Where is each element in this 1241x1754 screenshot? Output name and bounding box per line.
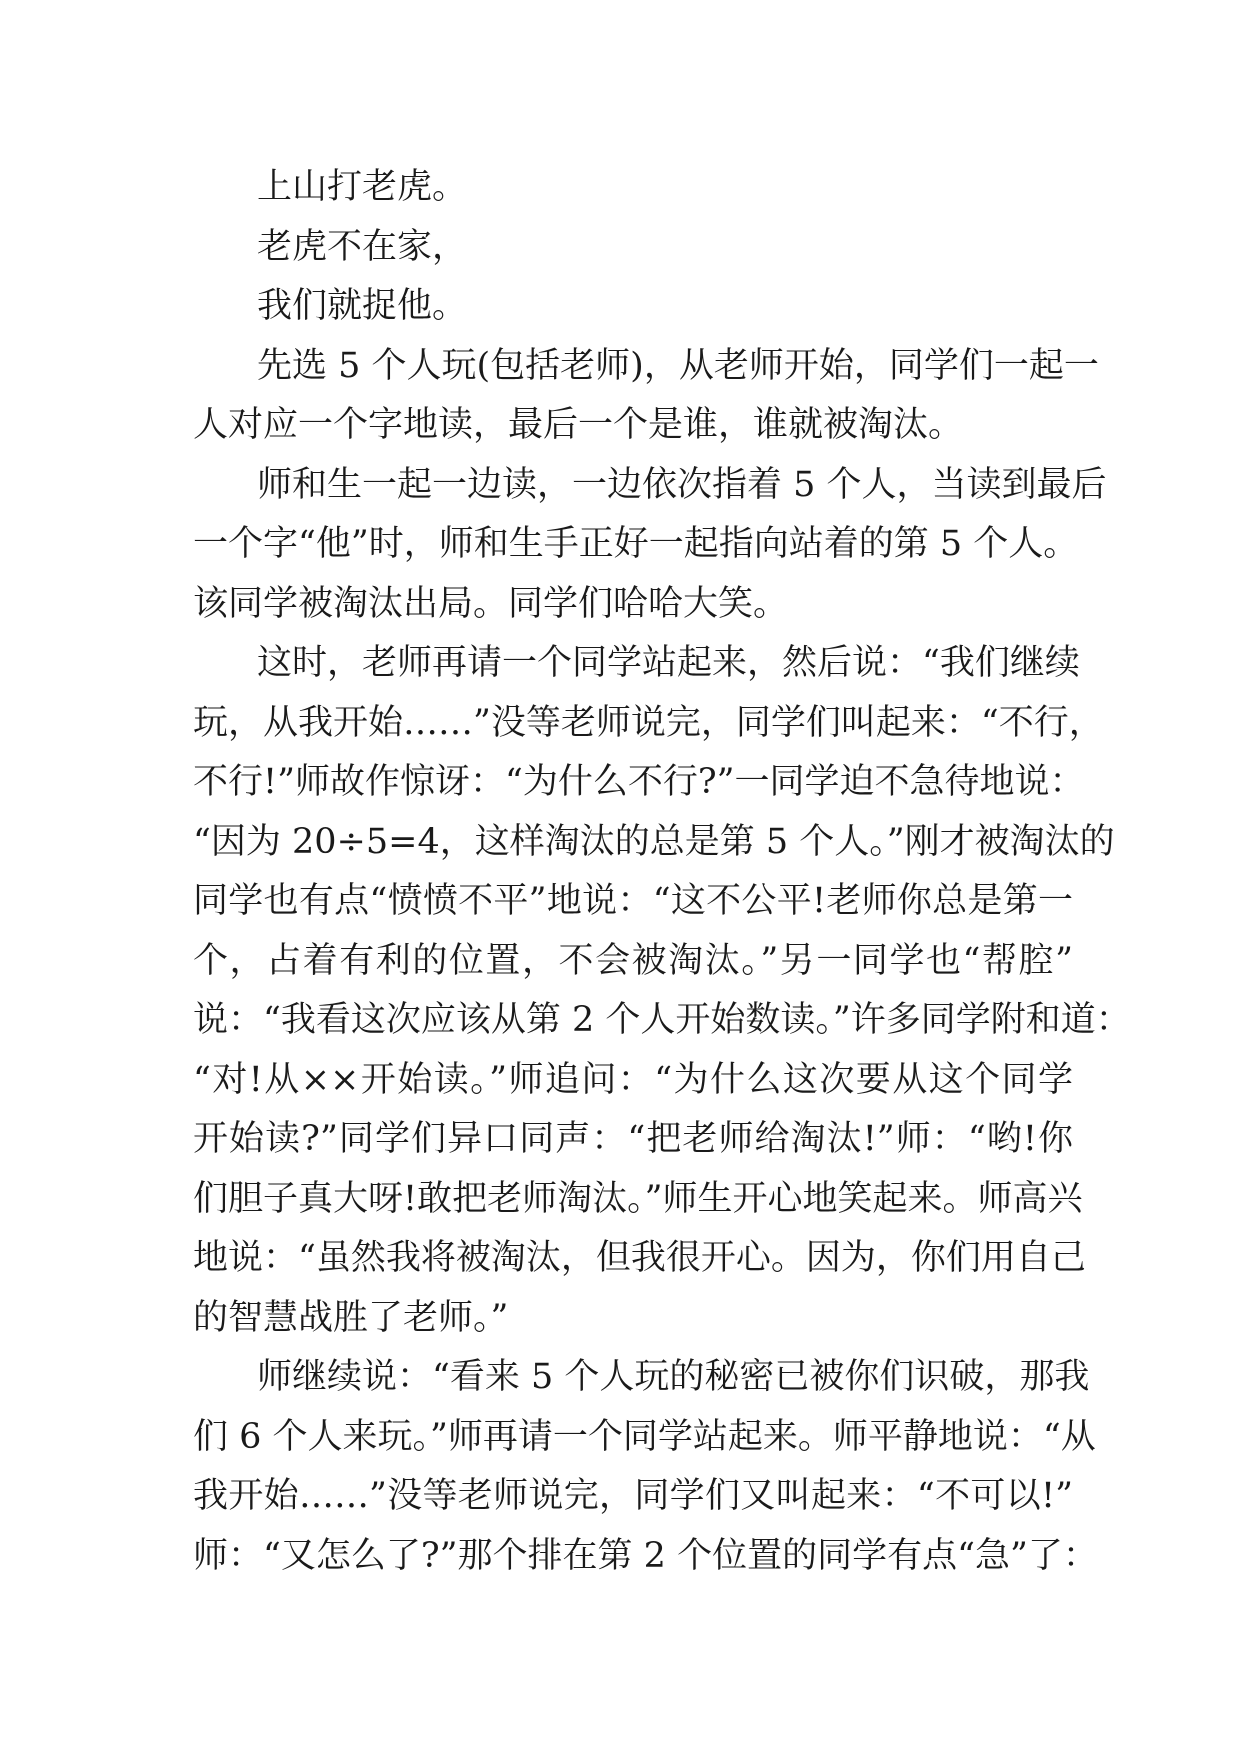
document-body: [193, 158, 1131, 1586]
text-line: 师继续说：“看来 5 个人玩的秘密已被你们识破，那我: [257, 1357, 1090, 1397]
text-line: 地说：“虽然我将被淘汰，但我很开心。因为，你们用自己: [193, 1238, 1086, 1278]
text-line: “因为 20÷5=4，这样淘汰的总是第 5 个人。”刚才被淘汰的: [193, 821, 1115, 862]
text-line: 该同学被淘汰出局。同学们哈哈大笑。: [193, 583, 789, 624]
text-line: 上山打老虎。: [257, 167, 468, 207]
text-line: 个，占着有利的位置，不会被淘汰。”另一同学也“帮腔”: [193, 940, 1073, 981]
text-line: 玩，从我开始……”没等老师说完，同学们叫起来：“不行，: [193, 702, 1104, 743]
text-line: 的智慧战胜了老师。”: [193, 1297, 509, 1338]
text-line: 这时，老师再请一个同学站起来，然后说：“我们继续: [257, 643, 1080, 683]
text-line: 师和生一起一边读，一边依次指着 5 个人，当读到最后: [257, 464, 1107, 505]
text-line: 先选 5 个人玩(包括老师)，从老师开始，同学们一起一: [257, 345, 1099, 386]
text-line: 们胆子真大呀!敢把老师淘汰。”师生开心地笑起来。师高兴: [193, 1178, 1083, 1219]
text-line: 一个字“他”时，师和生手正好一起指向站着的第 5 个人。: [193, 524, 1079, 564]
text-line: 不行!”师故作惊讶：“为什么不行?”一同学迫不急待地说：: [193, 762, 1085, 802]
text-line: 们 6 个人来玩。”师再请一个同学站起来。师平静地说：“从: [193, 1416, 1096, 1457]
text-line: 人对应一个字地读，最后一个是谁，谁就被淘汰。: [193, 405, 964, 445]
text-line: 老虎不在家，: [257, 226, 468, 267]
text-line: 同学也有点“愤愤不平”地说：“这不公平!老师你总是第一: [193, 881, 1073, 921]
text-line: 说：“我看这次应该从第 2 个人开始数读。”许多同学附和道：: [193, 1000, 1131, 1040]
text-line: 我们就捉他。: [257, 286, 468, 326]
text-line: 我开始……”没等老师说完，同学们又叫起来：“不可以!”: [193, 1476, 1073, 1516]
text-line: 开始读?”同学们异口同声：“把老师给淘汰!”师：“哟!你: [193, 1119, 1073, 1159]
text-line: “对!从××开始读。”师追问：“为什么这次要从这个同学: [193, 1059, 1073, 1100]
text-line: 师：“又怎么了?”那个排在第 2 个位置的同学有点“急”了：: [193, 1535, 1098, 1576]
